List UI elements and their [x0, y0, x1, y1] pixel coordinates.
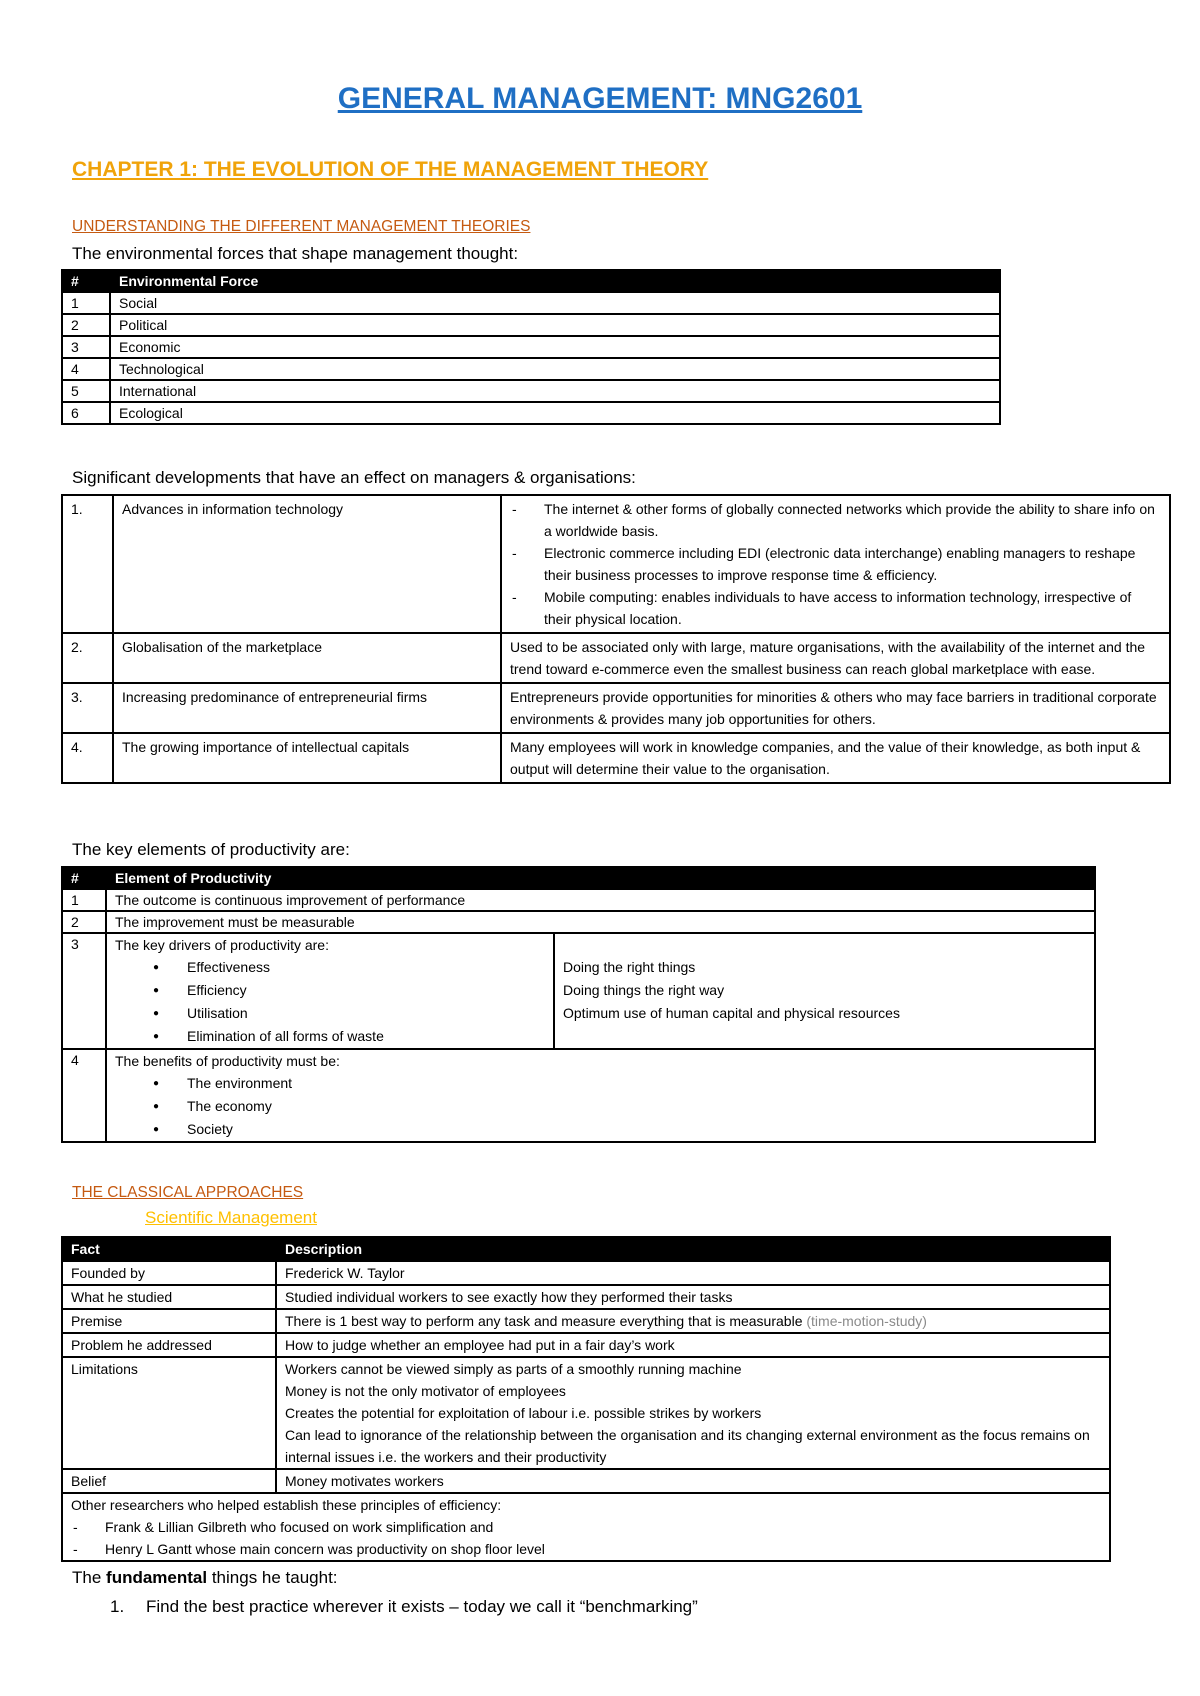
row-number: 3	[62, 933, 106, 1049]
subsection-heading-scientific: Scientific Management	[145, 1208, 317, 1227]
limitation-line: Money is not the only motivator of employees	[285, 1383, 566, 1399]
drivers-notes	[554, 933, 1095, 1049]
note-line: Doing things the right way	[563, 982, 725, 998]
list-item: ● The economy	[115, 1095, 1086, 1118]
fundamental-list-item	[110, 1597, 698, 1617]
fact-label: Founded by	[62, 1261, 276, 1285]
list-item: - Frank & Lillian Gilbreth who focused on work simplification and	[71, 1516, 1101, 1538]
drivers-label: The key drivers of productivity are:	[115, 937, 329, 953]
table-header-row	[62, 1237, 1110, 1261]
row-number: 1	[62, 292, 110, 314]
fact-description	[276, 1357, 1110, 1469]
productivity-intro: The key elements of productivity are:	[72, 840, 350, 859]
chapter-heading: CHAPTER 1: THE EVOLUTION OF THE MANAGEMENT THEORY	[72, 158, 709, 181]
table-row	[62, 380, 1000, 402]
row-force: International	[110, 380, 1000, 402]
list-item: - Henry L Gantt whose main concern was productivity on shop floor level	[71, 1538, 1101, 1560]
header-fact: Fact	[62, 1237, 276, 1261]
row-force: Technological	[110, 358, 1000, 380]
row-details: Many employees will work in knowledge companies, and the value of their knowledge, as both input & output will determine their value to the organisation.	[501, 733, 1170, 783]
list-item: - Mobile computing: enables individuals to have access to information technology, irrespective of their physical location.	[510, 586, 1161, 630]
list-item: ● The environment	[115, 1072, 1086, 1095]
section-heading-classical: THE CLASSICAL APPROACHES	[72, 1184, 304, 1201]
header-element: Element of Productivity	[106, 867, 1095, 889]
table-row	[62, 889, 1095, 911]
list-item: - The internet & other forms of globally connected networks which provide the ability to share info on a worldwide basis.	[510, 498, 1161, 542]
table-row	[62, 1261, 1110, 1285]
section-heading-theories: UNDERSTANDING THE DIFFERENT MANAGEMENT THEORIES	[72, 218, 531, 235]
table-row	[62, 1493, 1110, 1561]
row-number: 6	[62, 402, 110, 424]
benefits-label: The benefits of productivity must be:	[115, 1053, 340, 1069]
row-topic: Globalisation of the marketplace	[113, 633, 501, 683]
row-topic: The growing importance of intellectual capitals	[113, 733, 501, 783]
fundamental-suffix: things he taught:	[211, 1568, 338, 1587]
fact-label: Premise	[62, 1309, 276, 1333]
note-line: Doing the right things	[563, 959, 696, 975]
table-row	[62, 1357, 1110, 1469]
table-row	[62, 292, 1000, 314]
row-number: 4.	[62, 733, 113, 783]
fact-description: Studied individual workers to see exactly how they performed their tasks	[276, 1285, 1110, 1309]
fundamental-prefix: The	[72, 1568, 102, 1587]
table-row	[62, 336, 1000, 358]
table-row	[62, 402, 1000, 424]
table-row	[62, 1285, 1110, 1309]
details-list	[510, 498, 1161, 630]
drivers-list	[115, 956, 545, 1048]
list-item: ● Effectiveness	[115, 956, 545, 979]
row-topic: Advances in information technology	[113, 495, 501, 633]
scientific-management-table	[61, 1236, 1111, 1562]
table-row	[62, 495, 1170, 633]
fact-label: Belief	[62, 1469, 276, 1493]
row-number: 1.	[62, 495, 113, 633]
fact-description: Frederick W. Taylor	[276, 1261, 1110, 1285]
table-header-row	[62, 867, 1095, 889]
note-line: Optimum use of human capital and physical resources	[563, 1005, 900, 1021]
list-item: ● Efficiency	[115, 979, 545, 1002]
fact-label: Limitations	[62, 1357, 276, 1469]
table-row	[62, 1469, 1110, 1493]
developments-intro: Significant developments that have an effect on managers & organisations:	[72, 468, 636, 487]
table-row	[62, 933, 1095, 1049]
environmental-forces-table	[61, 269, 1001, 425]
row-element: The improvement must be measurable	[106, 911, 1095, 933]
fact-label: What he studied	[62, 1285, 276, 1309]
row-force: Ecological	[110, 402, 1000, 424]
row-number: 4	[62, 358, 110, 380]
premise-text: There is 1 best way to perform any task and measure everything that is measurable	[285, 1313, 803, 1329]
developments-table	[61, 494, 1171, 784]
header-number: #	[62, 270, 110, 292]
row-force: Social	[110, 292, 1000, 314]
row-number: 4	[62, 1049, 106, 1142]
table-row	[62, 314, 1000, 336]
researchers-intro: Other researchers who helped establish these principles of efficiency:	[71, 1497, 502, 1513]
list-item: ● Society	[115, 1118, 1086, 1141]
researchers-list	[71, 1516, 1101, 1560]
table-row	[62, 733, 1170, 783]
document-title: GENERAL MANAGEMENT: MNG2601	[337, 82, 863, 115]
row-number: 1	[62, 889, 106, 911]
header-description: Description	[276, 1237, 1110, 1261]
row-element	[106, 933, 554, 1049]
row-details: Entrepreneurs provide opportunities for minorities & others who may face barriers in traditional corporate environments & provides many job opportunities for others.	[501, 683, 1170, 733]
row-element: The outcome is continuous improvement of performance	[106, 889, 1095, 911]
header-force: Environmental Force	[110, 270, 1000, 292]
table-row	[62, 1049, 1095, 1142]
forces-intro: The environmental forces that shape management thought:	[72, 244, 519, 263]
fact-description: How to judge whether an employee had put in a fair day’s work	[276, 1333, 1110, 1357]
productivity-table	[61, 866, 1096, 1143]
item-number: 1.	[110, 1597, 125, 1616]
list-item: ● Elimination of all forms of waste	[115, 1025, 545, 1048]
limitation-line: Workers cannot be viewed simply as parts of a smoothly running machine	[285, 1361, 742, 1377]
fact-label: Problem he addressed	[62, 1333, 276, 1357]
row-number: 2.	[62, 633, 113, 683]
row-details: Used to be associated only with large, mature organisations, with the availability of the internet and the trend toward e-commerce even the smallest business can reach global marketplace with ease.	[501, 633, 1170, 683]
item-text: Find the best practice wherever it exists – today we call it “benchmarking”	[146, 1597, 698, 1616]
row-force: Political	[110, 314, 1000, 336]
row-number: 3	[62, 336, 110, 358]
table-row	[62, 1333, 1110, 1357]
list-item: - Electronic commerce including EDI (electronic data interchange) enabling managers to reshape their business processes to improve response time & efficiency.	[510, 542, 1161, 586]
header-number: #	[62, 867, 106, 889]
list-item: ● Utilisation	[115, 1002, 545, 1025]
row-topic: Increasing predominance of entrepreneurial firms	[113, 683, 501, 733]
row-details	[501, 495, 1170, 633]
table-row	[62, 683, 1170, 733]
row-force: Economic	[110, 336, 1000, 358]
row-number: 3.	[62, 683, 113, 733]
fact-description: Money motivates workers	[276, 1469, 1110, 1493]
table-row	[62, 911, 1095, 933]
limitation-line: Creates the potential for exploitation of labour i.e. possible strikes by workers	[285, 1405, 762, 1421]
other-researchers	[62, 1493, 1110, 1561]
row-element	[106, 1049, 1095, 1142]
row-number: 2	[62, 911, 106, 933]
benefits-list	[115, 1072, 1086, 1141]
table-row	[62, 1309, 1110, 1333]
premise-note: (time-motion-study)	[806, 1313, 927, 1329]
table-row	[62, 633, 1170, 683]
table-row	[62, 358, 1000, 380]
limitation-line: Can lead to ignorance of the relationship between the organisation and its changing external environment as the focus remains on internal issues i.e. the workers and their productivity	[285, 1427, 1090, 1465]
row-number: 5	[62, 380, 110, 402]
fundamental-bold: fundamental	[106, 1568, 208, 1587]
fact-description	[276, 1309, 1110, 1333]
fundamental-heading	[72, 1568, 338, 1588]
table-header-row	[62, 270, 1000, 292]
row-number: 2	[62, 314, 110, 336]
